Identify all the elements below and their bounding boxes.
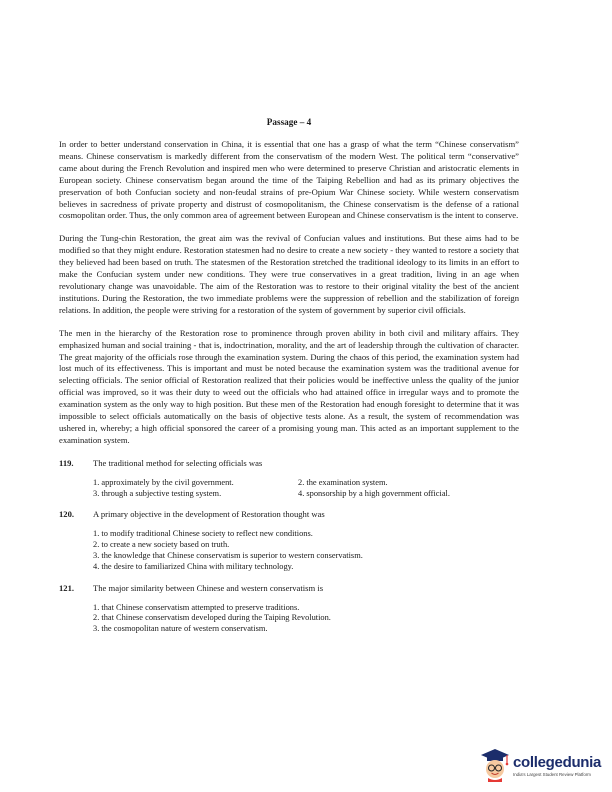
- question-text: The major similarity between Chinese and western conservatism is: [93, 582, 324, 593]
- paragraph-2: During the Tung-chin Restoration, the great aim was the revival of Confucian values and institutions. But these aims had to be modified so that they might endure. Restoration statesmen had no desire to create a new society - they wanted to restore a society that they believed had been based on truth. The statesmen of the Restoration stretched the traditional ideology to its limits in an effort to make the Confucian system under new conditions. They were true conservatives in a great tradition, living in an age when revolutionary change was unavoidable. The aim of the Restoration was to restore to their original vitality the best of the ancient institutions. During the Restoration, the two immediate problems were the suppression of rebellion and the stabilization of foreign relations. In addition, the people were striving for a restoration of the system of government by superior civil officials.: [59, 233, 519, 315]
- option-1: 1. approximately by the civil government.: [93, 477, 234, 487]
- question-text: The traditional method for selecting officials was: [93, 457, 263, 468]
- question-options: [93, 603, 519, 635]
- question-options: [93, 478, 519, 500]
- option-2: 2. that Chinese conservatism developed during the Taiping Revolution.: [93, 613, 331, 623]
- paragraph-1: In order to better understand conservation in China, it is essential that one has a grasp of what the term “Chinese conservatism” means. Chinese conservatism is markedly different from the conservatism of the modern West. The political term “conservative” came about during the French Revolution and inspired men who were determined to preserve Christian and aristocratic elements in European society. Chinese conservatism began around the time of the Taiping Rebellion and had as its primary objectives the preservation of both Confucian society and non-feudal strains of pre-Opium War Chinese society. While western conservatism believes in sacredness of private property and distrust of cosmopolitanism, the Chinese conservatism is the defense of a rational cosmopolitan order. Thus, the only common area of agreement between European and Chinese conservatism is the intent to conserve.: [59, 139, 519, 221]
- option-2: 2. the examination system.: [298, 477, 388, 487]
- question-number: 119.: [59, 457, 74, 468]
- option-4: 4. the desire to familiarized China with military technology.: [93, 561, 294, 571]
- question-number: 121.: [59, 582, 75, 593]
- option-1: 1. that Chinese conservatism attempted to preserve traditions.: [93, 602, 300, 612]
- passage-title: Passage – 4: [266, 117, 312, 127]
- question-options: [93, 529, 519, 572]
- option-3: 3. the knowledge that Chinese conservatism is superior to western conservatism.: [93, 550, 363, 560]
- paragraph-3: The men in the hierarchy of the Restoration rose to prominence through proven ability in both civil and military affairs. They emphasized human and social training - that is, indoctrination, morality, and the art of leadership through the cultivation of character. The great majority of the officials rose through the examination system. During the chaos of this period, the examination system had lost much of its effectiveness. This is important and must be noted because the examination system was the traditional avenue for selecting officials. The senior official of Restoration realized that their policies would be ineffective unless the quality of the junior official was improved, so it was their duty to weed out the officials who had attained office in irregular ways and to promote the examination system as the only way to high position. But these men of the Restoration had enough foresight to determine that it was impossible to select officials automatically on the basis of objective tests alone. As a result, the system of recommendation was ushered in, whereby; a high official sponsored the career of a promising young man. This acted as an important supplement to the examination system.: [59, 327, 519, 445]
- question-119: [59, 458, 519, 500]
- logo-brand: collegedunia: [513, 753, 602, 771]
- question-text: A primary objective in the development of Restoration thought was: [93, 509, 325, 520]
- logo-tagline: India's Largest Student Review Platform: [513, 771, 591, 777]
- question-120: [59, 509, 519, 572]
- graduate-mascot-icon: [480, 748, 510, 782]
- option-2: 2. to create a new society based on truth.: [93, 540, 230, 550]
- collegedunia-logo[interactable]: [480, 742, 608, 788]
- option-3: 3. the cosmopolitan nature of western conservatism.: [93, 624, 268, 634]
- option-3: 3. through a subjective testing system.: [93, 488, 222, 498]
- document-page: [59, 117, 519, 645]
- option-4: 4. sponsorship by a high government official.: [298, 488, 450, 498]
- question-number: 120.: [59, 509, 75, 520]
- option-1: 1. to modify traditional Chinese society to reflect new conditions.: [93, 529, 313, 539]
- question-121: [59, 583, 519, 635]
